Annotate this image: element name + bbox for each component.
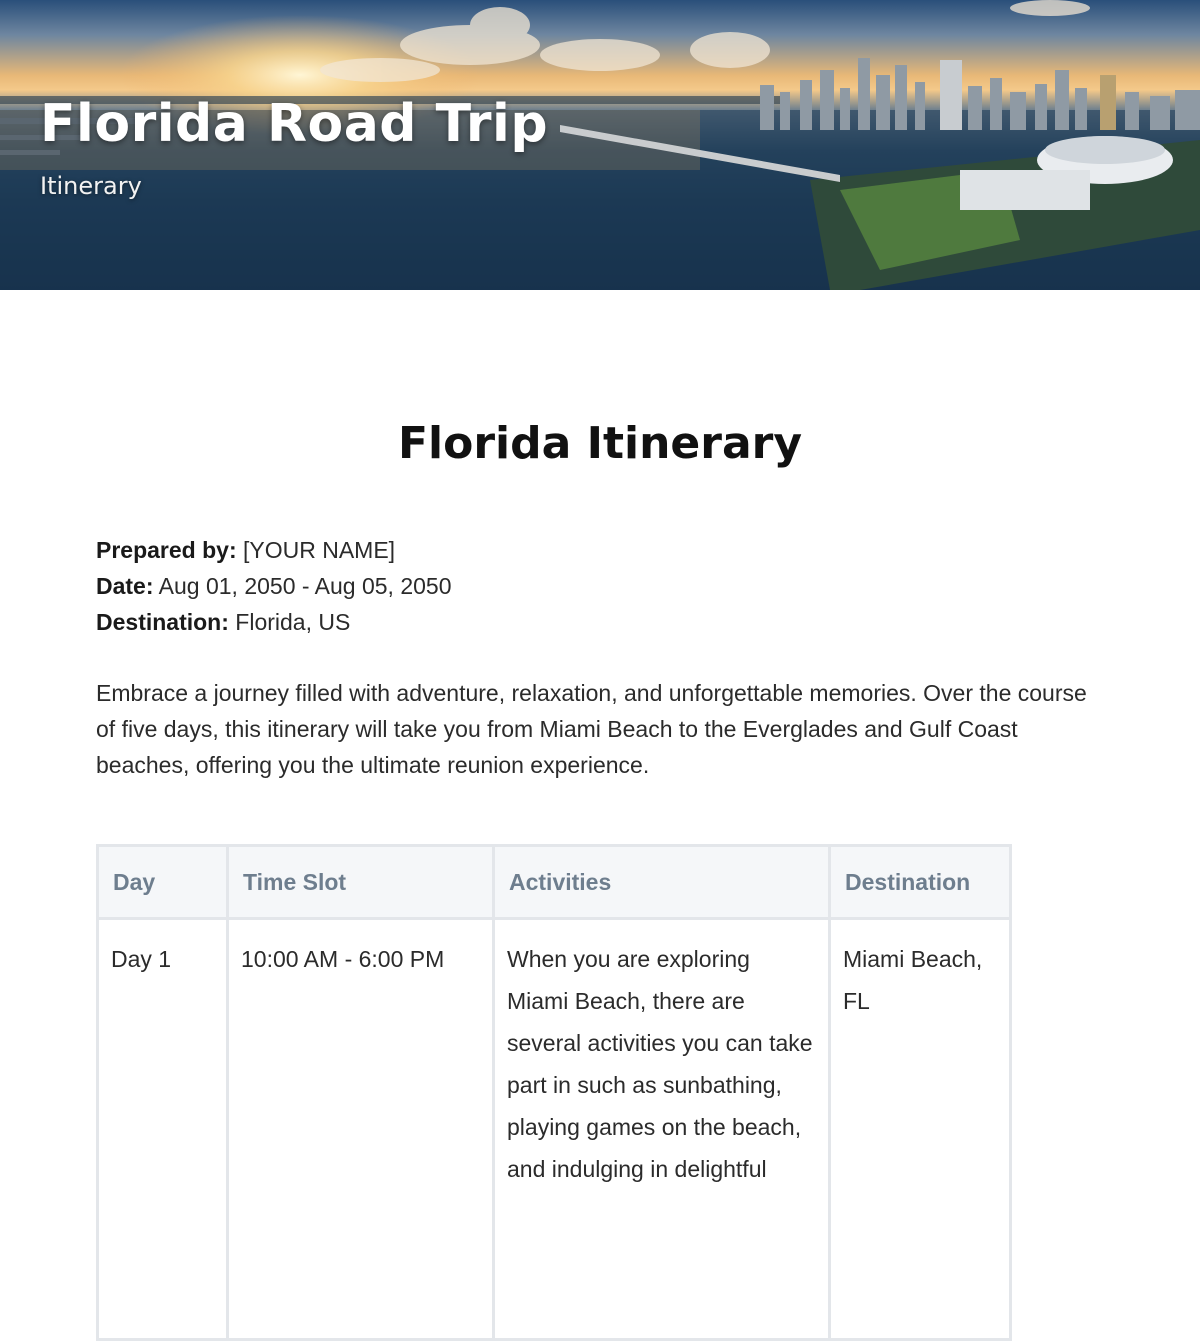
column-header-time-slot: Time Slot <box>228 846 494 919</box>
date-value: Aug 01, 2050 - Aug 05, 2050 <box>158 573 452 599</box>
cell-destination: Miami Beach, FL <box>830 919 1011 1340</box>
prepared-by-row <box>96 532 452 568</box>
destination-row <box>96 604 452 640</box>
destination-value: Florida, US <box>235 609 351 635</box>
itinerary-table <box>96 844 1012 1341</box>
cell-activities: When you are exploring Miami Beach, there are several activities you can take part in such as sunbathing, playing games on the beach, and indulging in delightful <box>494 919 830 1340</box>
banner-title: Florida Road Trip <box>40 94 549 154</box>
column-header-activities: Activities <box>494 846 830 919</box>
cell-day: Day 1 <box>98 919 228 1340</box>
table-row <box>98 919 1011 1340</box>
date-row <box>96 568 452 604</box>
prepared-by-label: Prepared by: <box>96 537 237 563</box>
date-label: Date: <box>96 573 154 599</box>
prepared-by-value: [YOUR NAME] <box>243 537 396 563</box>
destination-label: Destination: <box>96 609 229 635</box>
column-header-destination: Destination <box>830 846 1011 919</box>
intro-paragraph: Embrace a journey filled with adventure, relaxation, and unforgettable memories. Over the course of five days, this itinerary will take you from Miami Beach to the Everglades and Gulf Coast beaches, offering you the ultimate reunion experience. <box>96 680 1087 778</box>
document-title: Florida Itinerary <box>397 418 803 469</box>
banner-subtitle: Itinerary <box>40 172 142 200</box>
table-header-row <box>98 846 1011 919</box>
header-banner <box>0 0 1200 290</box>
column-header-day: Day <box>98 846 228 919</box>
trip-details <box>96 532 452 640</box>
cell-time-slot: 10:00 AM - 6:00 PM <box>228 919 494 1340</box>
